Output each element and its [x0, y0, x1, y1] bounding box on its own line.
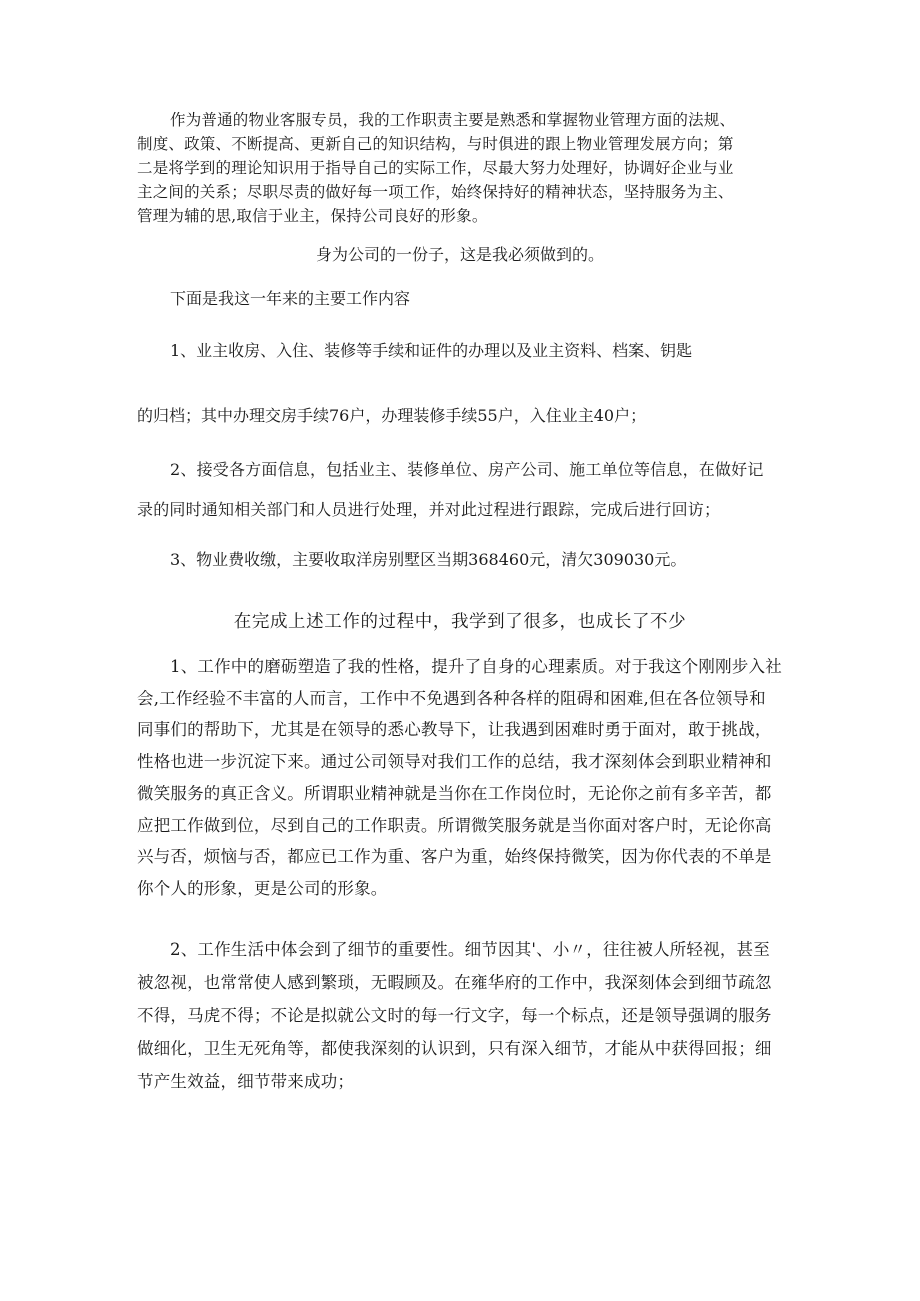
- work-item-2-line: 2、接受各方面信息，包括业主、装修单位、房产公司、施工单位等信息，在做好记: [170, 460, 764, 479]
- intro-line: 制度、政策、不断提高、更新自己的知识结构，与时俱进的跟上物业管理发展方向；第: [137, 135, 734, 153]
- work-item-2-line: 录的同时通知相关部门和人员进行处理，并对此过程进行跟踪，完成后进行回访；: [137, 500, 721, 519]
- lesson-1-paragraph: [137, 651, 787, 905]
- work-item-1-line-1: 1、业主收房、入住、装修等手续和证件的办理以及业主资料、档案、钥匙: [170, 341, 693, 360]
- lesson-2-line: 节产生效益，细节带来成功；: [137, 1072, 355, 1091]
- duty-statement: 身为公司的一份子，这是我必须做到的。: [315, 245, 604, 264]
- lesson-2-paragraph: [137, 933, 787, 1098]
- intro-paragraph: [137, 108, 787, 228]
- learned-heading: 在完成上述工作的过程中，我学到了很多，也成长了不少: [233, 612, 687, 632]
- work-item-1-line-2: 的归档；其中办理交房手续76户，办理装修手续55户，入住业主40户；: [137, 406, 647, 425]
- intro-line: 管理为辅的思,取信于业主，保持公司良好的形象。: [137, 207, 488, 225]
- work-item-3: 3、物业费收缴，主要收取洋房别墅区当期368460元，清欠309030元。: [170, 550, 687, 569]
- intro-line: 主之间的关系；尽职尽责的做好每一项工作，始终保持好的精神状态，坚持服务为主、: [137, 183, 734, 201]
- lesson-2-line: 2、工作生活中体会到了细节的重要性。细节因其'、小〃，往往被人所轻视，甚至: [170, 940, 770, 959]
- work-heading: 下面是我这一年来的主要工作内容: [170, 289, 411, 308]
- lesson-2-line: 不得，马虎不得；不论是拟就公文时的每一行文字，每一个标点，还是领导强调的服务: [137, 1006, 772, 1025]
- lesson-1-line: 你个人的形象，更是公司的形象。: [137, 878, 388, 898]
- lesson-1-line: 会,工作经验不丰富的人而言，工作中不免遇到各种各样的阻碍和困难,但在各位领导和: [137, 688, 766, 708]
- lesson-2-line: 做细化，卫生无死角等，都使我深刻的认识到，只有深入细节，才能从中获得回报；细: [137, 1039, 772, 1058]
- lesson-1-line: 微笑服务的真正含义。所谓职业精神就是当你在工作岗位时，无论你之前有多辛苦，都: [137, 783, 772, 803]
- intro-line: 二是将学到的理论知识用于指导自己的实际工作，尽最大努力处理好，协调好企业与业: [137, 159, 734, 177]
- intro-line: 作为普通的物业客服专员，我的工作职责主要是熟悉和掌握物业管理方面的法规、: [170, 111, 736, 129]
- lesson-1-line: 应把工作做到位，尽到自己的工作职责。所谓微笑服务就是当你面对客户时，无论你高: [137, 815, 772, 835]
- lesson-1-line: 兴与否，烦恼与否，都应已工作为重、客户为重，始终保持微笑，因为你代表的不单是: [137, 847, 772, 867]
- lesson-1-line: 1、工作中的磨砺塑造了我的性格，提升了自身的心理素质。对于我这个刚刚步入社: [170, 657, 782, 676]
- lesson-2-line: 被忽视，也常常使人感到繁琐，无暇顾及。在雍华府的工作中，我深刻体会到细节疏忽: [137, 973, 772, 992]
- work-item-2: [137, 450, 787, 530]
- lesson-1-line: 同事们的帮助下，尤其是在领导的悉心教导下，让我遇到困难时勇于面对，敢于挑战，: [137, 720, 772, 740]
- lesson-1-line: 性格也进一步沉淀下来。通过公司领导对我们工作的总结，我才深刻体会到职业精神和: [137, 752, 772, 772]
